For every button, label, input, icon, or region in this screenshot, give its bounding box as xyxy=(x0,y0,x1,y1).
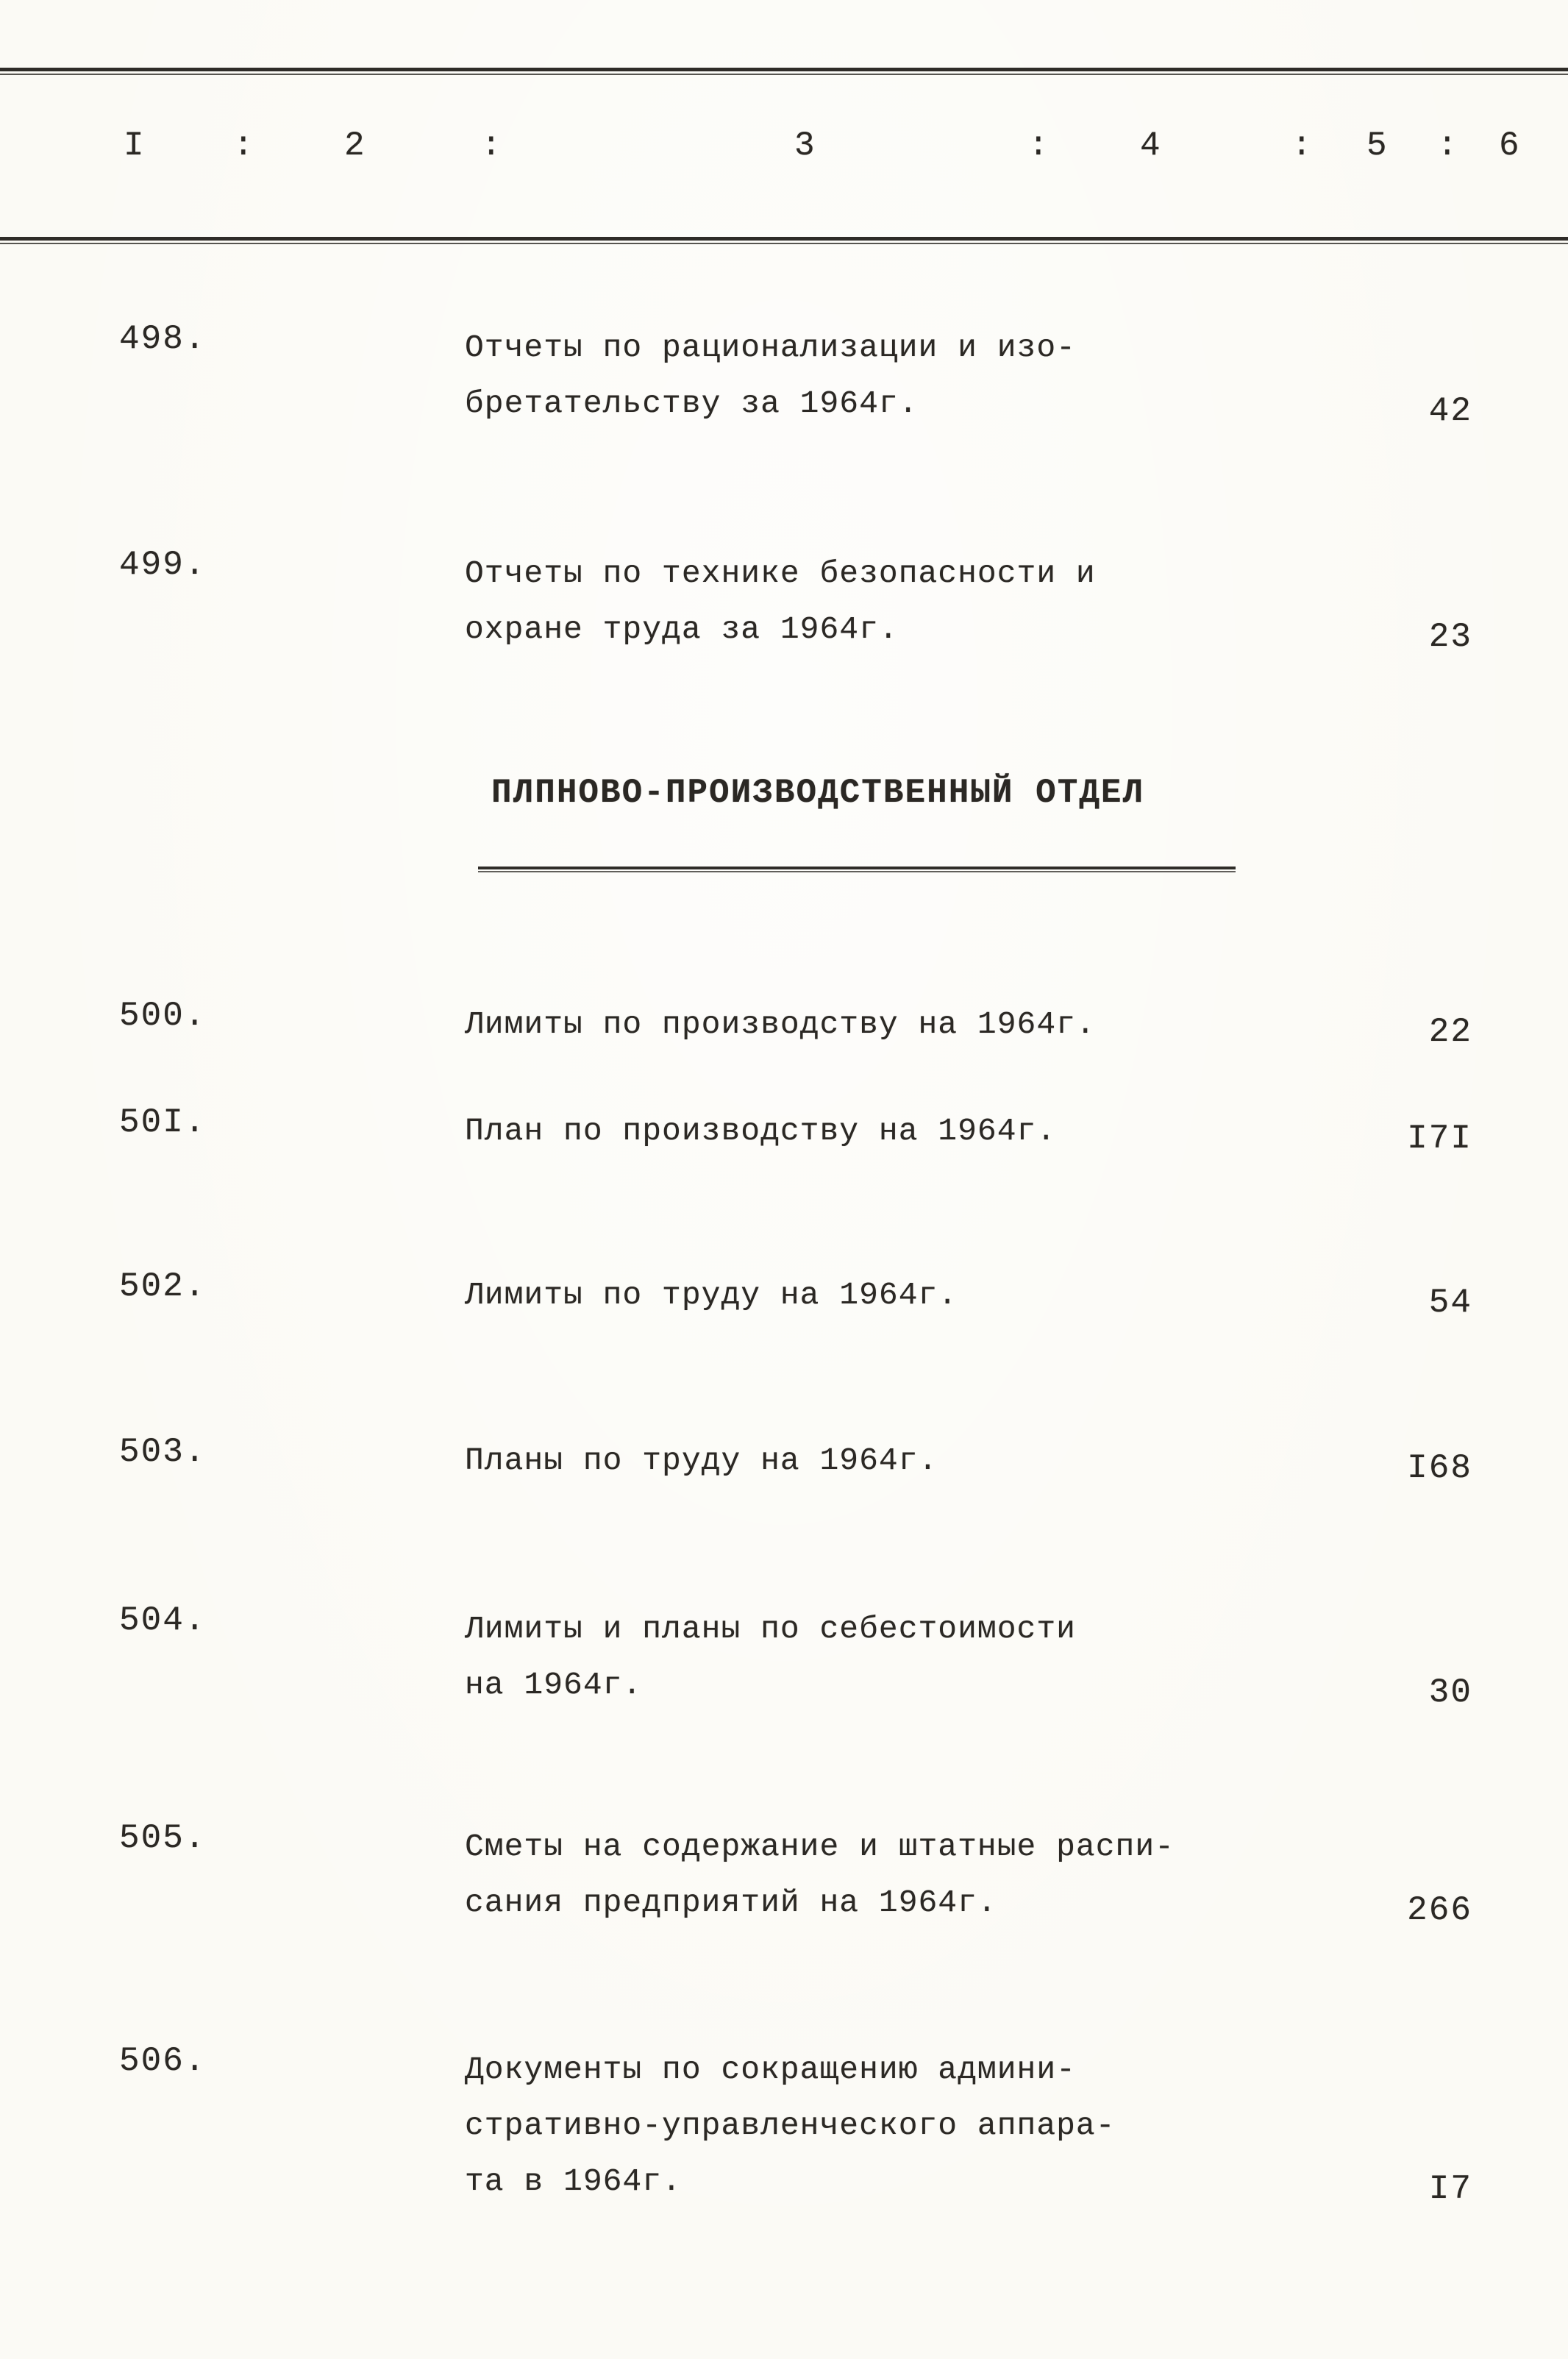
entry-number: 504. xyxy=(119,1601,207,1640)
entry-title xyxy=(465,1601,1399,1713)
rule-thin-line xyxy=(0,243,1568,244)
entry-title xyxy=(465,320,1399,432)
entry-title-line: бретательству за 1964г. xyxy=(465,385,919,421)
entry-title-line: та в 1964г. xyxy=(465,2163,682,2199)
table-row xyxy=(0,997,1568,1054)
entry-title xyxy=(465,1433,1399,1489)
column-header-4: 4 xyxy=(1140,127,1162,165)
column-header-5: 5 xyxy=(1366,127,1389,165)
entry-title xyxy=(465,1267,1399,1323)
entry-title-line: сания предприятий на 1964г. xyxy=(465,1885,997,1921)
table-row xyxy=(0,1433,1568,1490)
entry-title-line: Лимиты по производству на 1964г. xyxy=(465,1006,1096,1042)
column-header-2: 2 xyxy=(344,127,366,165)
column-separator: : xyxy=(1291,127,1314,165)
column-separator: : xyxy=(1437,127,1459,165)
section-heading: ПЛПНОВО-ПРОИЗВОДСТВЕННЫЙ ОТДЕЛ xyxy=(491,774,1145,812)
entry-title-line: Документы по сокращению админи- xyxy=(465,2052,1076,2088)
entry-title-line: Лимиты по труду на 1964г. xyxy=(465,1277,958,1313)
column-separator: : xyxy=(481,127,503,165)
entry-number: 50I. xyxy=(119,1103,207,1142)
table-row xyxy=(0,1267,1568,1325)
entry-title-line: План по производству на 1964г. xyxy=(465,1113,1057,1149)
entry-page-count: 266 xyxy=(1407,1891,1472,1929)
entry-title-line: Сметы на содержание и штатные распи- xyxy=(465,1829,1175,1865)
column-header-1: I xyxy=(124,127,146,165)
entry-number: 500. xyxy=(119,997,207,1035)
entry-number: 506. xyxy=(119,2042,207,2080)
entry-number: 499. xyxy=(119,546,207,584)
entry-title-line: Отчеты по технике безопасности и xyxy=(465,555,1096,591)
entry-title xyxy=(465,2042,1399,2210)
table-row xyxy=(0,1601,1568,1715)
rule-thin-line xyxy=(0,74,1568,75)
table-row xyxy=(0,320,1568,433)
entry-page-count: I68 xyxy=(1407,1449,1472,1487)
column-separator: : xyxy=(233,127,255,165)
entry-title-line: Отчеты по рационализации и изо- xyxy=(465,330,1076,366)
column-header-3: 3 xyxy=(794,127,816,165)
entry-title xyxy=(465,546,1399,658)
table-row xyxy=(0,1819,1568,1932)
entry-number: 505. xyxy=(119,1819,207,1857)
entry-number: 502. xyxy=(119,1267,207,1306)
entry-title-line: стративно-управленческого аппара- xyxy=(465,2107,1116,2143)
header-bottom-rule xyxy=(0,237,1568,244)
entry-title-line: Планы по труду на 1964г. xyxy=(465,1442,938,1479)
entry-page-count: 54 xyxy=(1428,1284,1472,1322)
rule-thick-line xyxy=(0,237,1568,241)
table-row xyxy=(0,546,1568,659)
entry-page-count: I7I xyxy=(1407,1120,1472,1158)
entry-page-count: 30 xyxy=(1428,1673,1472,1712)
entry-page-count: I7 xyxy=(1428,2170,1472,2208)
entry-title-line: охране труда за 1964г. xyxy=(465,611,899,647)
rule-thick-line xyxy=(0,68,1568,71)
section-heading-underline xyxy=(478,867,1236,872)
entry-number: 498. xyxy=(119,320,207,358)
entry-title-line: Лимиты и планы по себестоимости xyxy=(465,1611,1076,1647)
entry-title xyxy=(465,1819,1399,1931)
column-separator: : xyxy=(1028,127,1050,165)
entry-title xyxy=(465,997,1399,1053)
table-row xyxy=(0,1103,1568,1161)
entry-title-line: на 1964г. xyxy=(465,1667,643,1703)
table-row xyxy=(0,2042,1568,2211)
top-rule xyxy=(0,68,1568,75)
entry-page-count: 22 xyxy=(1428,1013,1472,1051)
entry-number: 503. xyxy=(119,1433,207,1471)
column-header-6: 6 xyxy=(1499,127,1521,165)
entry-page-count: 42 xyxy=(1428,392,1472,430)
entry-title xyxy=(465,1103,1399,1159)
rule-thin-line xyxy=(478,871,1236,872)
entry-page-count: 23 xyxy=(1428,618,1472,656)
rule-thick-line xyxy=(478,867,1236,869)
